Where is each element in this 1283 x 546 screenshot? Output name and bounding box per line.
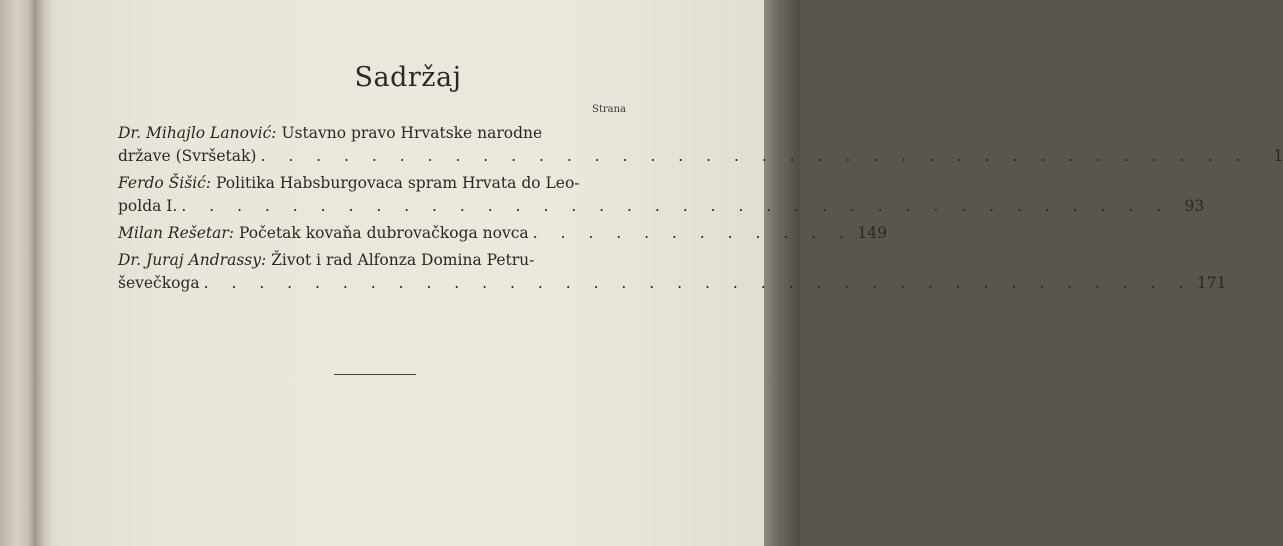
toc-entry [118, 122, 1283, 168]
toc-entry [118, 249, 1227, 295]
toc-page-number: 149 [857, 224, 887, 242]
leader-dots: . . . . . . . . . . . . . . . . . . . . . . . . . . . . . . . . . . . . [203, 274, 1193, 292]
toc-author: Dr. Juraj Andrassy: [118, 251, 267, 269]
book-gutter [34, 0, 52, 546]
toc-page-number: 1 [1273, 147, 1283, 165]
toc-title-line: države (Svršetak) [118, 147, 257, 165]
toc-page-number: 171 [1196, 274, 1227, 292]
previous-page-edge [0, 0, 34, 546]
leader-dots: . . . . . . . . . . . . [532, 224, 853, 242]
toc-author: Dr. Mihajlo Lanović: [118, 124, 277, 142]
toc-title-line: Politika Habsburgovaca spram Hrvata do Leo- [216, 174, 580, 192]
toc-author: Milan Rešetar: [118, 224, 235, 242]
section-divider [334, 374, 416, 375]
page-title: Sadržaj [354, 62, 462, 93]
toc-entry [118, 172, 1205, 218]
toc-title-line: Početak kovaňa dubrovačkoga novca [238, 224, 529, 242]
book-page [52, 0, 1283, 546]
toc-title-line: Ustavno pravo Hrvatske narodne [281, 124, 543, 142]
toc-author: Ferdo Šišić: [118, 174, 212, 192]
toc-title-line: ševečkoga [118, 274, 200, 292]
table-of-contents [118, 122, 1283, 299]
leader-dots: . . . . . . . . . . . . . . . . . . . . . . . . . . . . . . . . . . . . [260, 147, 1250, 165]
toc-entry [118, 222, 887, 245]
toc-page-number: 93 [1184, 197, 1205, 215]
toc-title-line: Život i rad Alfonza Domina Petru- [271, 251, 535, 269]
leader-dots: . . . . . . . . . . . . . . . . . . . . . . . . . . . . . . . . . . . . [181, 197, 1171, 215]
toc-title-line: polda I. [118, 197, 178, 215]
page-column-label: Strana [591, 104, 626, 115]
